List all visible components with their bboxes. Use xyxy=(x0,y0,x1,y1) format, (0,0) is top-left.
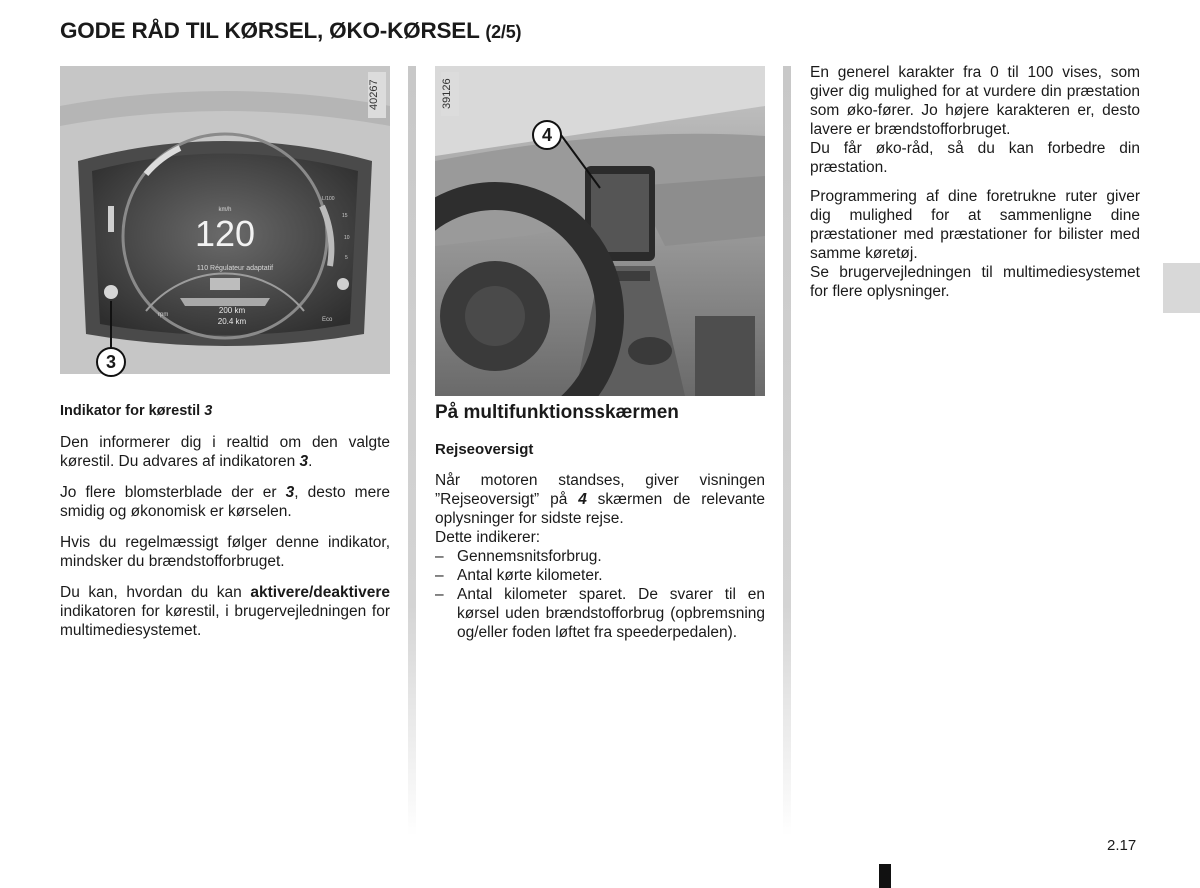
cluster-speed-unit: km/h xyxy=(218,207,232,213)
paragraph: En generel karakter fra 0 til 100 vises, som giver dig mulighed for at vurdere din præstation som øko-fører. Jo højere karakteren er, desto lavere er brændstofforbruget. xyxy=(810,64,1140,138)
callout-4: 4 xyxy=(532,120,562,150)
column-middle xyxy=(435,403,765,642)
callout-3: 3 xyxy=(96,347,126,377)
figure-code: 39126 xyxy=(441,72,459,116)
cluster-gauge-tick: 10 xyxy=(344,235,350,241)
paragraph: Jo flere blomsterblade der er 3, desto mere smidig og økonomisk er kørselen. xyxy=(60,484,390,520)
list-item: – Antal kilometer sparet. De svarer til en kørsel uden brændstofforbrug (opbremsning og/eller foden løftet fra speederpedalen). xyxy=(435,586,765,641)
car-interior-figure xyxy=(435,66,765,396)
column-right xyxy=(810,63,1140,313)
column-divider-left xyxy=(408,66,416,836)
figure-code: 40267 xyxy=(368,72,386,118)
page-number: 2.17 xyxy=(1107,837,1137,854)
page-title-text: GODE RÅD TIL KØRSEL, ØKO-KØRSEL xyxy=(60,18,480,43)
paragraph: Hvis du regelmæssigt følger denne indikator, mindsker du brændstofforbruget. xyxy=(60,534,390,570)
paragraph: Du kan, hvordan du kan aktivere/deaktivere indikatoren for kørestil, i brugervejledningen for multimediesystemet. xyxy=(60,584,390,639)
cluster-gauge-tick: 15 xyxy=(342,213,348,219)
cluster-odo-1: 200 km xyxy=(218,306,246,315)
cluster-eco-label: Eco xyxy=(322,317,333,323)
list-item: – Gennemsnitsforbrug. xyxy=(435,548,602,565)
car-interior-illustration xyxy=(435,66,765,396)
section-heading: På multifunktionsskærmen xyxy=(435,402,679,423)
paragraph: Når motoren standses, giver visningen ”Rejseoversigt” på 4 skærmen de relevante oplysninger for sidste rejse. xyxy=(435,472,765,527)
subsection-heading: Rejseoversigt xyxy=(435,441,534,458)
list-item: – Antal kørte kilometer. xyxy=(435,567,603,584)
cluster-fuel-label: L/100 xyxy=(322,196,335,202)
paragraph: Programmering af dine foretrukne ruter giver dig mulighed for at sammenligne dine præstationer med præstationer for bilister med samme køretøj. xyxy=(810,188,1140,262)
page-title xyxy=(60,18,521,44)
instrument-cluster-figure xyxy=(60,66,390,374)
page-part: (2/5) xyxy=(485,22,522,42)
column-left xyxy=(60,402,390,652)
paragraph: Dette indikerer: xyxy=(435,529,541,546)
paragraph: Se brugervejledningen til multimediesystemet for flere oplysninger. xyxy=(810,264,1140,300)
cluster-rpm-label: rpm xyxy=(158,312,169,318)
cluster-gauge-tick: 5 xyxy=(345,255,348,261)
page-marker xyxy=(879,864,891,888)
paragraph: Den informerer dig i realtid om den valgte kørestil. Du advares af indikatoren 3. xyxy=(60,434,390,470)
paragraph: Du får øko-råd, så du kan forbedre din præstation. xyxy=(810,140,1140,176)
cluster-adaptive-cruise: 110 Régulateur adaptatif xyxy=(196,265,274,272)
column-divider-right xyxy=(783,66,791,836)
chapter-tab xyxy=(1163,263,1200,313)
cluster-odo-2: 20.4 km xyxy=(217,317,247,326)
cluster-speed: 120 xyxy=(194,213,256,254)
indicator-heading: Indikator for kørestil 3 xyxy=(60,403,213,419)
instrument-cluster-illustration xyxy=(60,66,390,374)
